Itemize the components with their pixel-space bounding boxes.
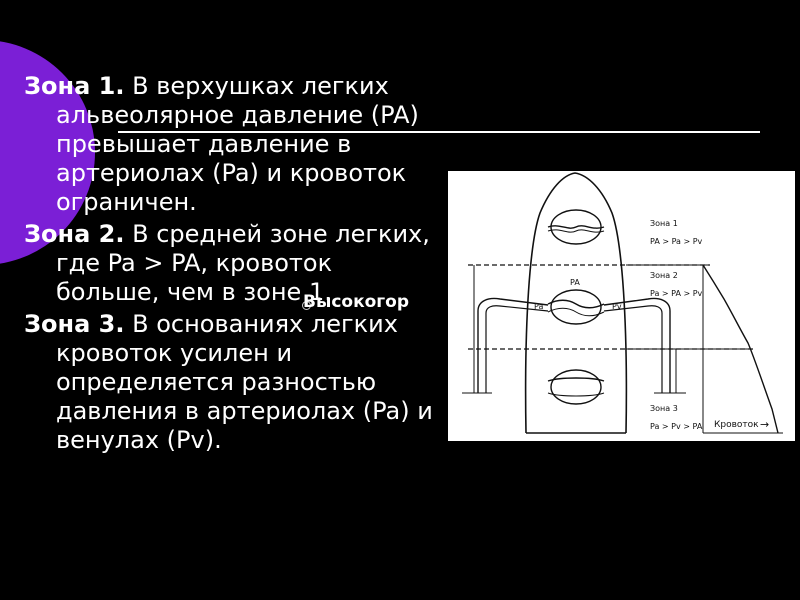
zone-label-3: Зона 3 — [650, 404, 678, 413]
pressure-label-venous: Pv — [612, 302, 622, 311]
flow-label: Кровоток — [714, 420, 759, 430]
west-zones-diagram — [448, 171, 795, 441]
overlay-label: Высокогор — [303, 292, 410, 312]
pressure-label-alveolar: PA — [570, 278, 580, 287]
flow-arrow-icon: → — [760, 418, 770, 431]
paragraph-lead: Зона 2. — [24, 220, 125, 248]
zone-label-1: Зона 1 — [650, 219, 678, 228]
paragraph-lead: Зона 1. — [24, 72, 125, 100]
vein-tube — [604, 299, 670, 394]
paragraph-zone-3 — [24, 310, 439, 455]
paragraph-lead: Зона 3. — [24, 310, 125, 338]
paragraph-text: В верхушках легких альвеолярное давление (PA) превышает давление в артериолах (Pa) и кровоток ограничен. — [56, 72, 419, 216]
horizontal-rule — [118, 131, 760, 133]
paragraph-zone-1 — [24, 72, 439, 217]
alveolus-zone-1 — [548, 210, 604, 244]
alveolus-zone-2 — [548, 290, 604, 324]
zone-relation-3: Pa > Pv > PA — [650, 422, 703, 431]
zone-relation-1: PA > Pa > Pv — [650, 237, 703, 246]
pressure-label-arterial: Pa — [534, 302, 544, 311]
alveolus-zone-3 — [548, 370, 604, 404]
paragraph-text: В средней зоне легких, где Pa > PA, кровоток больше, чем в зоне 1. — [56, 220, 430, 306]
artery-tube — [478, 299, 548, 394]
paragraph-text: В основаниях легких кровоток усилен и определяется разностью давления в артериолах (Pa) и венулах (Pv). — [56, 310, 433, 454]
zone-relation-2: Pa > PA > Pv — [650, 289, 703, 298]
zone-label-2: Зона 2 — [650, 271, 678, 280]
body-text — [24, 72, 439, 458]
